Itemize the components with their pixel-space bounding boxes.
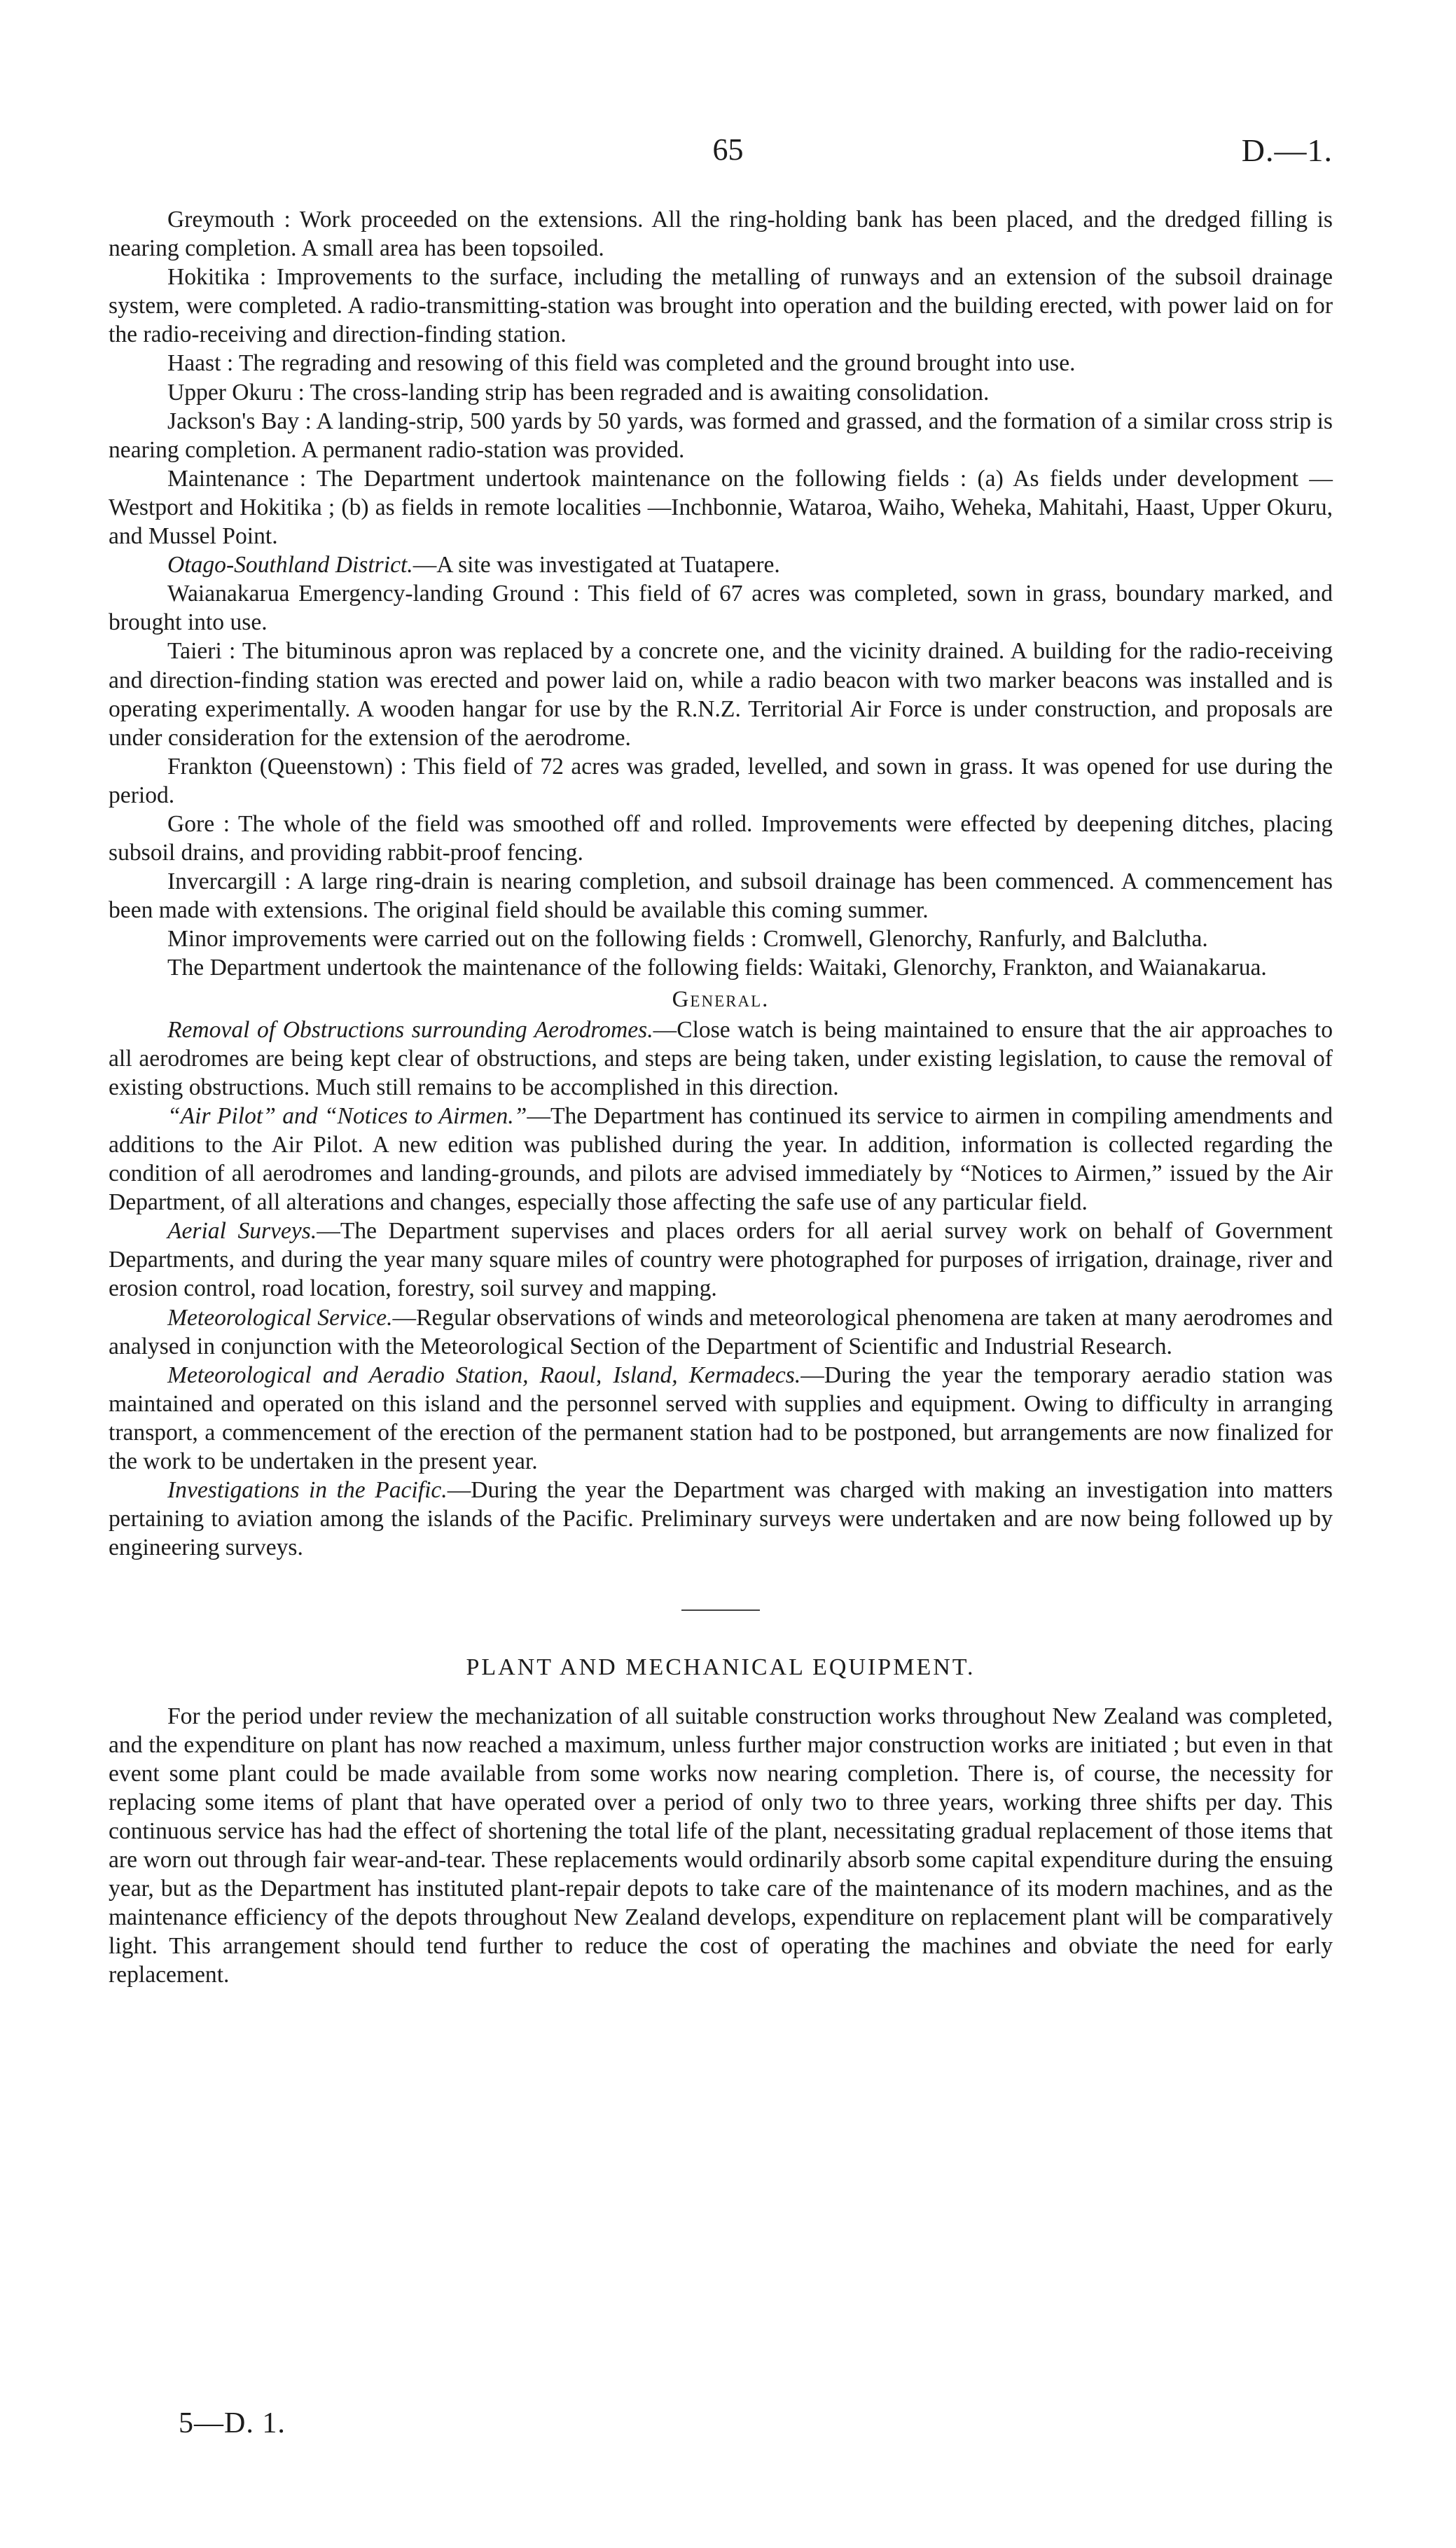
general-heading: General. [672, 986, 770, 1012]
paragraph-text: The cross-landing strip has been regraded and is awaiting consolidation. [304, 379, 990, 406]
paragraph-lead: Meteorological Service. [167, 1304, 393, 1331]
paragraph-text: —Regular observations of winds and meteorological phenomena are taken at many aerodromes and analysed in conjunction with the Meteorological Section of the Department of Scientific and Industrial Research. [109, 1304, 1333, 1359]
paragraph-text: —Close watch is being maintained to ensure that the air approaches to all aerodromes are being kept clear of obstructions, and steps are being taken, under existing legislation, to cause the removal of existing obstructions. Much still remains to be accomplished in this direction. [109, 1016, 1333, 1100]
paragraph-text: This field of 67 acres was completed, sown in grass, boundary marked, and brought into use. [109, 581, 1333, 636]
document-code: D.—1. [1241, 132, 1333, 168]
paragraph-haast [109, 349, 1333, 378]
paragraph-text: This field of 72 acres was graded, levelled, and sown in grass. It was opened for use during the period. [109, 753, 1333, 808]
paragraph-text: —During the year the temporary aeradio station was maintained and operated on this island and the personnel served with supplies and equipment. Owing to difficulty in arranging transport, a commencement of the erection of the permanent station had to be postponed, but arrangements are now finalized for the work to be undertaken in the present year. [109, 1362, 1333, 1475]
paragraph-greymouth [109, 205, 1333, 263]
paragraph-minor-improvements [109, 925, 1333, 953]
paragraph-text: Improvements to the surface, including the metalling of runways and an extension of the subsoil drainage system, were completed. A radio-transmitting-station was brought into operation and the building erected, with power laid on for the radio-receiving and direction-finding station. [109, 264, 1333, 348]
paragraph-lead: “Air Pilot” and “Notices to Airmen.” [167, 1102, 527, 1129]
paragraph-invercargill [109, 867, 1333, 925]
paragraph-lead: Removal of Obstructions surrounding Aerodromes. [167, 1016, 653, 1043]
paragraph-gore [109, 810, 1333, 867]
paragraph-text: A landing-strip, 500 yards by 50 yards, was formed and grassed, and the formation of a similar cross strip is nearing completion. A permanent radio-station was provided. [109, 408, 1333, 463]
paragraph-lead: Frankton (Queenstown) : [167, 753, 407, 780]
paragraph-text: —The Department has continued its service to airmen in compiling amendments and additions to the Air Pilot. A new edition was published during the year. In addition, information is collected regarding the condition of all aerodromes and landing-grounds, and pilots are advised immediately by “Notices to Airmen,” issued by the Air Department, of all alterations and changes, especially those affecting the safe use of any particular field. [109, 1102, 1333, 1216]
paragraph-plant-equipment: For the period under review the mechanization of all suitable construction works throughout New Zealand was completed, and the expenditure on plant has now reached a maximum, unless further major construction works are initiated ; but even in that event some plant could be made available from some works now nearing completion. There is, of course, the necessity for replacing some items of plant that have operated over a period of only two to three years, working three shifts per day. This continuous service has had the effect of shortening the total life of the plant, necessitating gradual replacement of those items that are worn out through fair wear-and-tear. These replacements would ordinarily absorb some capital expenditure during the ensuing year, but as the Department has instituted plant-repair depots to take care of the maintenance of its modern machines, and as the maintenance efficiency of the depots throughout New Zealand develops, expenditure on replacement plant will be comparatively light. This arrangement should tend further to reduce the cost of operating the machines and obviate the need for early replacement. [109, 1703, 1333, 1988]
page-number: 65 [712, 132, 744, 167]
paragraph-text: Waitaki, Glenorchy, Frankton, and Waianakarua. [803, 955, 1267, 981]
paragraph-text: —A site was investigated at Tuatapere. [412, 552, 780, 579]
paragraph-lead: Greymouth : [167, 207, 291, 233]
paragraph-text: The regrading and resowing of this field was completed and the ground brought into use. [233, 350, 1076, 377]
paragraph-aerial-surveys [109, 1217, 1333, 1303]
paragraph-text: Cromwell, Glenorchy, Ranfurly, and Balclutha. [757, 926, 1208, 953]
paragraph-text: A large ring-drain is nearing completion, and subsoil drainage has been commenced. A commencement has been made with extensions. The original field should be available this coming summer. [109, 868, 1333, 924]
footer-code: 5—D. 1. [179, 2407, 286, 2439]
paragraph-investigations-pacific [109, 1476, 1333, 1562]
paragraph-taieri [109, 637, 1333, 752]
paragraph-text: Work proceeded on the extensions. All the ring-holding bank has been placed, and the dredged filling is nearing completion. A small area has been topsoiled. [109, 207, 1333, 262]
paragraph-text: The whole of the field was smoothed off and rolled. Improvements were effected by deepening ditches, placing subsoil drains, and providing rabbit-proof fencing. [109, 810, 1333, 866]
paragraph-lead: Aerial Surveys. [167, 1218, 317, 1245]
paragraph-text: —During the year the Department was charged with making an investigation into matters pertaining to aviation among the islands of the Pacific. Preliminary surveys were undertaken and are now being followed up by engineering surveys. [109, 1477, 1333, 1561]
paragraph-meteorological-service [109, 1303, 1333, 1361]
paragraph-lead: Maintenance : [167, 465, 307, 492]
paragraph-removal-of-obstructions [109, 1016, 1333, 1102]
paragraph-upper-okuru [109, 378, 1333, 407]
section-divider [681, 1609, 760, 1611]
section-title: PLANT AND MECHANICAL EQUIPMENT. [466, 1654, 976, 1681]
paragraph-lead: Minor improvements were carried out on the following fields : [167, 926, 758, 953]
paragraph-text: The bituminous apron was replaced by a concrete one, and the vicinity drained. A building for the radio-receiving and direction-finding station was erected and power laid on, while a radio beacon with two marker beacons was installed and is operating experimentally. A wooden hangar for use by the R.N.Z. Territorial Air Force is under construction, and proposals are under consideration for the extension of the aerodrome. [109, 638, 1333, 751]
paragraph-lead: Jackson's Bay : [167, 408, 312, 434]
paragraph-lead: Otago-Southland District. [167, 552, 413, 579]
paragraph-lead: Taieri : [167, 638, 236, 665]
paragraph-text: —The Department supervises and places orders for all aerial survey work on behalf of Government Departments, and during the year many square miles of country were photographed for purposes of irrigation, drainage, river and erosion control, road location, forestry, soil survey and mapping. [109, 1218, 1333, 1302]
paragraph-lead: The Department undertook the maintenance of the following fields: [167, 955, 804, 981]
paragraph-lead: Hokitika : [167, 264, 267, 291]
paragraph-frankton [109, 752, 1333, 810]
paragraph-otago-southland [109, 551, 1333, 579]
paragraph-lead: Invercargill : [167, 868, 291, 895]
paragraph-text: The Department undertook maintenance on the following fields : (a) As fields under development —Westport and Hokitika ; (b) as fields in remote localities —Inchbonnie, Wataroa, Waiho, Weheka, Mahitahi, Haast, Upper Okuru, and Mussel Point. [109, 465, 1333, 550]
page-body [109, 205, 1333, 1989]
paragraph-lead: Upper Okuru : [167, 379, 305, 406]
paragraph-aeradio-station [109, 1361, 1333, 1476]
paragraph-lead: Waianakarua Emergency-landing Ground : [167, 581, 580, 607]
paragraph-maintenance-fields [109, 953, 1333, 982]
paragraph-lead: Gore : [167, 810, 230, 837]
paragraph-jacksons-bay [109, 407, 1333, 464]
paragraph-lead: Investigations in the Pacific. [167, 1477, 448, 1504]
paragraph-hokitika [109, 263, 1333, 349]
paragraph-waianakarua [109, 579, 1333, 637]
paragraph-maintenance [109, 464, 1333, 551]
paragraph-lead: Haast : [167, 350, 234, 377]
paragraph-lead: Meteorological and Aeradio Station, Raoul, Island, Kermadecs. [167, 1362, 801, 1388]
paragraph-air-pilot [109, 1102, 1333, 1217]
